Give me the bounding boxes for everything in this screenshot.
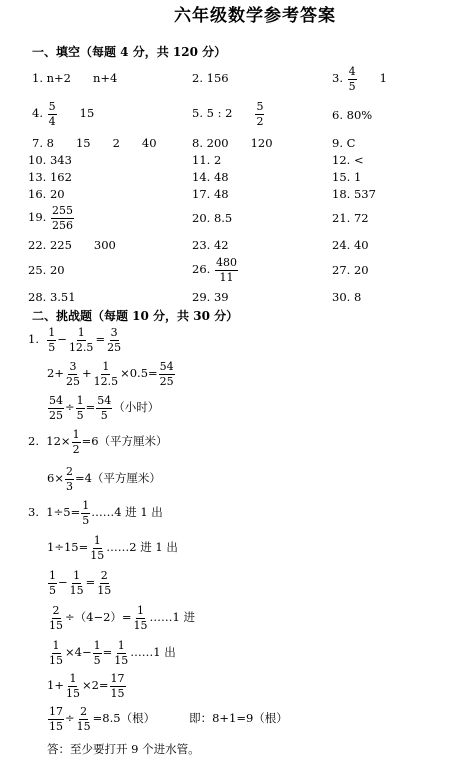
section-challenge-heading: 二、挑战题（每题 10 分，共 30 分） [32, 309, 239, 323]
answer-21: 21. 72 [332, 211, 369, 225]
answer-30: 30. 8 [332, 290, 362, 304]
answer-14: 14. 48 [192, 170, 229, 184]
answer-24: 24. 40 [332, 238, 369, 252]
answer-9: 9. C [332, 136, 356, 150]
answer-1: 1. n+2 n+4 [32, 71, 118, 85]
answer-23: 23. 42 [192, 238, 229, 252]
answer-27: 27. 20 [332, 263, 369, 277]
challenge-3-line-5: $\frac{1}{15}$ ×4− $\frac{1}{5}$ = $\frac{1}{15}$ ……1 出 [49, 639, 176, 667]
answer-20: 20. 8.5 [192, 211, 233, 225]
answer-29: 29. 39 [192, 290, 229, 304]
challenge-2-line-1: 2. 12× $\frac{1}{2}$ =6（平方厘米） [28, 428, 168, 456]
answer-26: 26. $\frac{480}{11}$ [192, 256, 237, 284]
challenge-3-line-6: 1+ $\frac{1}{15}$ ×2= $\frac{17}{15}$ [47, 672, 125, 700]
challenge-1-line-2: 2+ $\frac{3}{25}$ + $\frac{1}{12.5}$ ×0.5= $\frac{54}{25}$ [47, 360, 174, 388]
answer-8: 8. 200 120 [192, 136, 273, 150]
answer-17: 17. 48 [192, 187, 229, 201]
challenge-3-line-3: $\frac{1}{5}$ − $\frac{1}{15}$ = $\frac{2}{15}$ [49, 569, 112, 597]
answer-10: 10. 343 [28, 153, 72, 167]
answer-15: 15. 1 [332, 170, 362, 184]
challenge-1-line-3: $\frac{54}{25}$ ÷ $\frac{1}{5}$ = $\frac{54}{5}$ （小时） [49, 394, 160, 422]
answer-7: 7. 8 15 2 40 [32, 136, 157, 150]
challenge-3-line-7: $\frac{17}{15}$ ÷ $\frac{2}{15}$ =8.5（根） 即：8+1=9（根） [49, 705, 288, 733]
challenge-3-line-2: 1÷15= $\frac{1}{15}$ ……2 进 1 出 [47, 534, 178, 562]
page-title: 六年级数学参考答案 [174, 6, 336, 26]
answer-28: 28. 3.51 [28, 290, 76, 304]
answer-16: 16. 20 [28, 187, 65, 201]
answer-3: 3. $\frac{4}{5}$ 1 [332, 65, 387, 93]
answer-18: 18. 537 [332, 187, 376, 201]
answer-13: 13. 162 [28, 170, 72, 184]
answer-12: 12. < [332, 153, 364, 167]
answer-25: 25. 20 [28, 263, 65, 277]
answer-22: 22. 225 300 [28, 238, 116, 252]
challenge-3-line-1: 3. 1÷5= $\frac{1}{5}$ ……4 进 1 出 [28, 499, 163, 527]
answer-5: 5. 5 : 2 $\frac{5}{2}$ [192, 100, 264, 128]
answer-19: 19. $\frac{255}{256}$ [28, 204, 73, 232]
answer-2: 2. 156 [192, 71, 229, 85]
final-answer: 答：至少要打开 9 个进水管。 [47, 742, 200, 756]
answer-11: 11. 2 [192, 153, 222, 167]
challenge-1-line-1: 1. $\frac{1}{5}$ − $\frac{1}{12.5}$ = $\frac{3}{25}$ [28, 326, 122, 354]
answer-4: 4. $\frac{5}{4}$ 15 [32, 100, 95, 128]
answer-6: 6. 80% [332, 108, 373, 122]
challenge-2-line-2: 6× $\frac{2}{3}$ =4（平方厘米） [47, 465, 161, 493]
challenge-3-line-4: $\frac{2}{15}$ ÷（4−2）= $\frac{1}{15}$ ……1 进 [49, 604, 196, 632]
section-fill-heading: 一、填空（每题 4 分，共 120 分） [32, 45, 227, 59]
